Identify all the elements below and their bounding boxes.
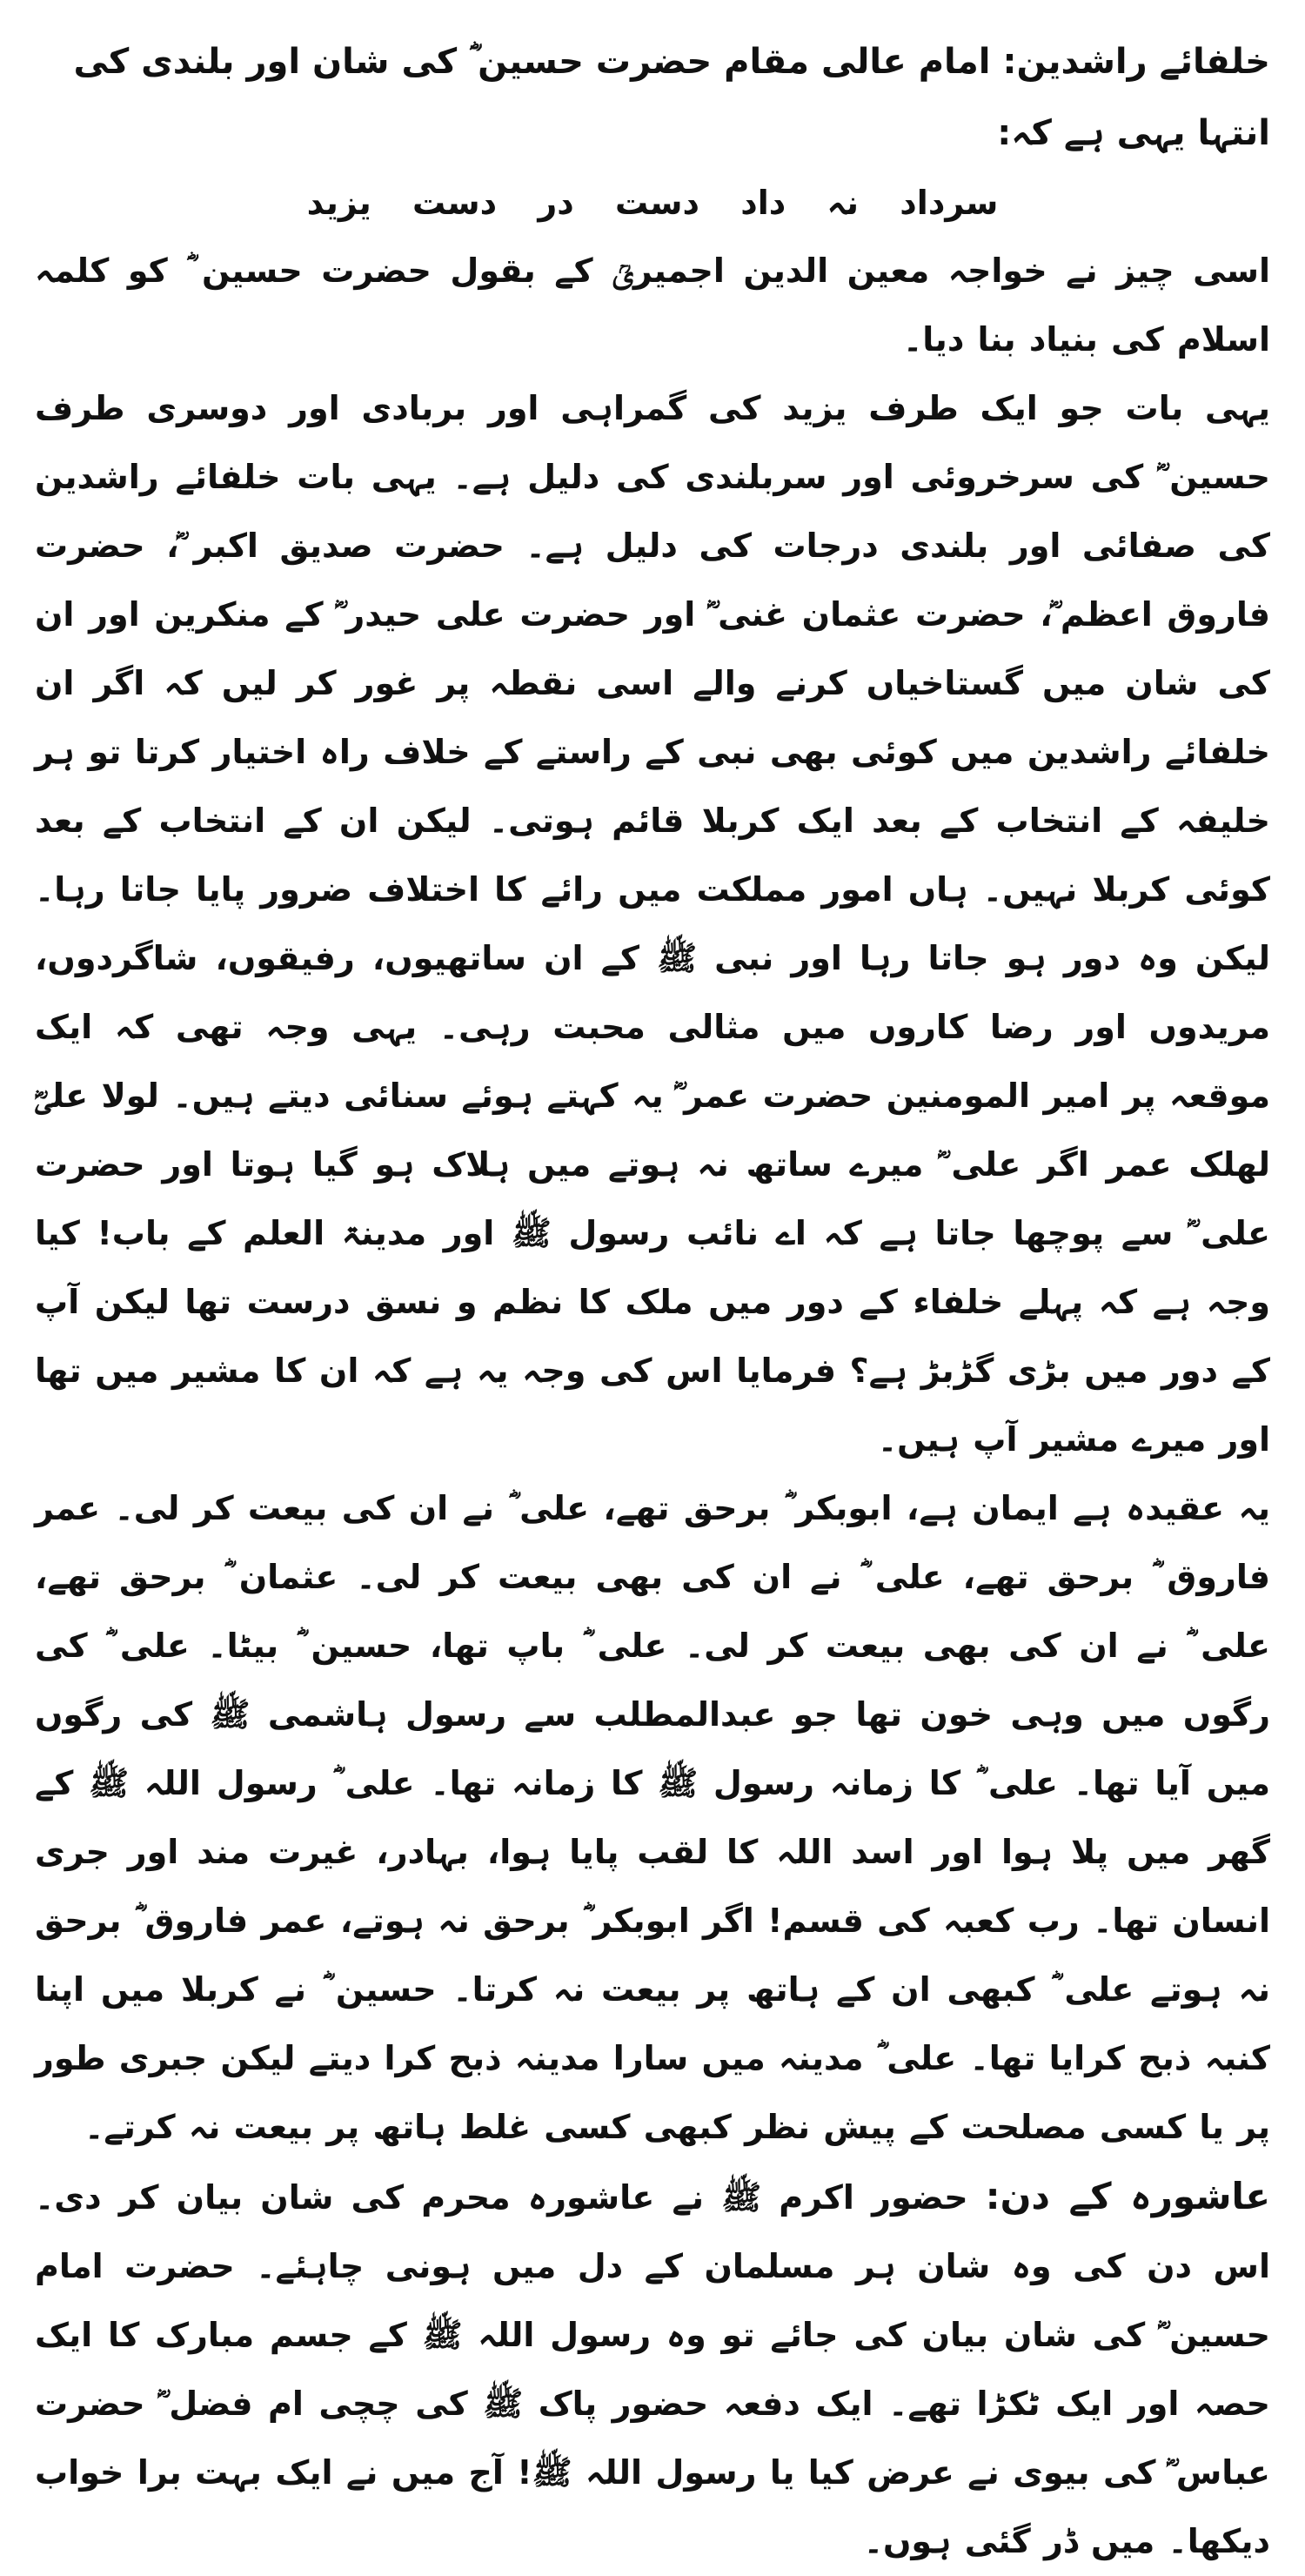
arabic-quote: لولا علیؓ لھلک عمر (35, 1077, 1270, 1184)
ashura-heading: عاشورہ کے دن: (985, 2175, 1271, 2217)
paragraph-1: اسی چیز نے خواجہ معین الدین اجمیریؒ کے بقول حضرت حسین ؓ کو کلمہ اسلام کی بنیاد بنا دیا۔ (35, 252, 1270, 359)
paragraph-2 (35, 374, 1270, 1474)
paragraph-4-text: حضور اکرم ﷺ نے عاشورہ محرم کی شان بیان کر دی۔ اس دن کی وہ شان ہر مسلمان کے دل میں ہونی چاہئے۔ حضرت امام حسین ؓ کی شان بیان کی جائے تو وہ رسول اللہ ﷺ کے جسم مبارک کا ایک حصہ اور ایک ٹکڑا تھے۔ ایک دفعہ حضور پاک ﷺ کی چچی ام فضل ؓ حضرت عباس ؓ کی بیوی نے عرض کیا یا رسول اللہ ﷺ! آج میں نے ایک بہت برا خواب دیکھا۔ میں ڈر گئی ہوں۔ (35, 2178, 1270, 2560)
paragraph-2-text: یہی بات جو ایک طرف یزید کی گمراہی اور بربادی اور دوسری طرف حسین ؓ کی سرخروئی اور سربلندی کی دلیل ہے۔ یہی بات خلفائے راشدین کی صفائی اور بلندی درجات کی دلیل ہے۔ حضرت صدیق اکبر ؓ، حضرت فاروق اعظم ؓ، حضرت عثمان غنی ؓ اور حضرت علی حیدر ؓ کے منکرین اور ان کی شان میں گستاخیاں کرنے والے اسی نقطہ پر غور کر لیں کہ اگر ان خلفائے راشدین میں کوئی بھی نبی کے راستے کے خلاف راہ اختیار کرتا تو ہر خلیفہ کے انتخاب کے بعد ایک کربلا قائم ہوتی۔ لیکن ان کے انتخاب کے بعد کوئی کربلا نہیں۔ ہاں امور مملکت میں رائے کا اختلاف ضرور پایا جاتا رہا۔ لیکن وہ دور ہو جاتا رہا اور نبی ﷺ کے ان ساتھیوں، رفیقوں، شاگردوں، مریدوں اور رضا کاروں میں مثالی محبت رہی۔ یہی وجہ تھی کہ ایک موقعہ پر امیر المومنین حضرت عمر ؓ یہ کہتے ہوئے سنائی دیتے ہیں۔ (35, 389, 1270, 1115)
paragraph-2-text-after: اگر علی ؓ میرے ساتھ نہ ہوتے میں ہلاک ہو گیا ہوتا اور حضرت علی ؓ سے پوچھا جاتا ہے کہ اے نائب رسول ﷺ اور مدینۃ العلم کے باب! کیا وجہ ہے کہ پہلے خلفاء کے دور میں ملک کا نظم و نسق درست تھا لیکن آپ کے دور میں بڑی گڑبڑ ہے؟ فرمایا اس کی وجہ یہ ہے کہ ان کا مشیر میں تھا اور میرے مشیر آپ ہیں۔ (35, 1145, 1270, 1459)
paragraph-3: یہ عقیدہ ہے ایمان ہے، ابوبکر ؓ برحق تھے، علی ؓ نے ان کی بیعت کر لی۔ عمر فاروق ؓ برحق تھے، علی ؓ نے ان کی بھی بیعت کر لی۔ عثمان ؓ برحق تھے، علی ؓ نے ان کی بھی بیعت کر لی۔ علی ؓ باپ تھا، حسین ؓ بیٹا۔ علی ؓ کی رگوں میں وہی خون تھا جو عبدالمطلب سے رسول ہاشمی ﷺ کی رگوں میں آیا تھا۔ علی ؓ کا زمانہ رسول ﷺ کا زمانہ تھا۔ علی ؓ رسول اللہ ﷺ کے گھر میں پلا ہوا اور اسد اللہ کا لقب پایا ہوا، بہادر، غیرت مند اور جری انسان تھا۔ رب کعبہ کی قسم! اگر ابوبکر ؓ برحق نہ ہوتے، عمر فاروق ؓ برحق نہ ہوتے علی ؓ کبھی ان کے ہاتھ پر بیعت نہ کرتا۔ حسین ؓ نے کربلا میں اپنا کنبہ ذبح کرایا تھا۔ علی ؓ مدینہ میں سارا مدینہ ذبح کرا دیتے لیکن جبری طور پر یا کسی مصلحت کے پیش نظر کبھی کسی غلط ہاتھ پر بیعت نہ کرتے۔ (35, 1489, 1270, 2146)
heading-line (35, 26, 1270, 169)
heading-text: امام عالی مقام حضرت حسین ؓ کی شان اور بلندی کی انتہا یہی ہے کہ: (73, 42, 1270, 153)
paragraph-4 (35, 2162, 1270, 2576)
persian-couplet: سرداد نہ داد دست در دست یزید (306, 184, 999, 222)
section-heading: خلفائے راشدین: (1002, 42, 1270, 82)
